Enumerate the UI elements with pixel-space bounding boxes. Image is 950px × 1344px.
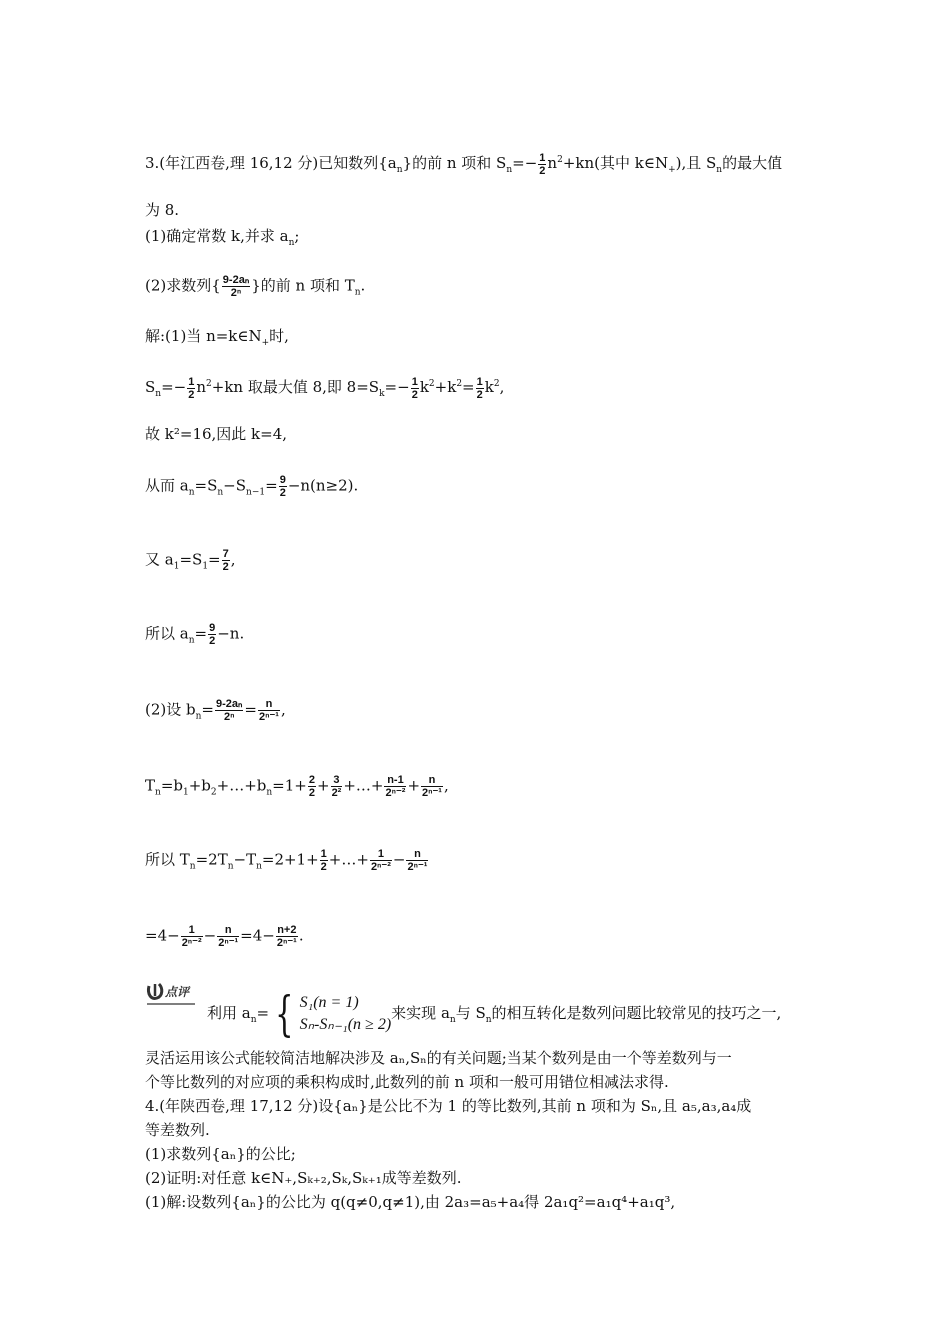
sub: n [449,1015,456,1025]
piecewise [300,992,392,1036]
text: = [208,550,221,569]
text: =S [179,550,203,569]
fraction-7-2 [222,548,230,573]
text: +k [434,378,457,396]
text: 来实现 a [391,1004,450,1022]
text: =− [512,154,538,172]
sub: n [396,165,403,175]
num: 7 [222,548,229,560]
text: = [462,378,475,396]
fraction-9-2an [222,274,250,299]
den: 2ⁿ⁻² [385,787,406,799]
problem4-line-2: 等差数列. [145,1121,210,1139]
fraction-n [258,698,280,723]
text: 从而 a [145,476,189,495]
text: . [298,926,304,945]
text: −T [233,850,257,869]
den: 2ⁿ [223,711,235,723]
num: n [258,698,280,711]
sub: n−1 [246,487,266,498]
text: . [360,276,366,295]
den: 2 [279,487,286,499]
fraction-1-n2 [370,848,392,873]
problem4-line-1: 4.(年陕西卷,理 17,12 分)设{aₙ}是公比不为 1 的等比数列,其前 n 项和为 Sₙ,且 a₅,a₃,a₄成 [145,1097,752,1115]
num: 9 [279,474,286,486]
text: =2T [195,850,228,869]
sub: 1 [173,561,180,572]
question-1: (1)确定常数 k,并求 $a_n$; [145,227,300,248]
fraction-n [406,848,428,873]
num: n [217,924,239,937]
num: 2 [308,774,315,786]
den: 2 [188,388,195,401]
text: −S [223,476,247,495]
text: −n(n≥2). [287,476,359,495]
fraction-3-4 [331,774,343,799]
sub: n [716,165,723,175]
sub: n [195,711,202,722]
text: 利用 a [207,1004,251,1022]
text: = [256,1004,270,1022]
text: (2)求数列{ [145,276,221,295]
fraction-9-2an [215,698,243,723]
text: n [196,378,207,396]
text: + [316,776,330,795]
den: 2 [411,388,418,401]
den: 2² [331,787,342,799]
sub: 1 [182,787,189,798]
num: 1 [411,375,418,388]
remark-logo-icon [145,980,197,1008]
fraction-half [476,376,484,401]
text: n [547,154,558,172]
remark-logo-text: 点评 [165,985,190,999]
sup: 2 [557,155,563,165]
text: =− [384,378,410,396]
text: +…+ [343,776,384,795]
sub: n [217,487,224,498]
text: , [443,776,449,795]
text: }的前 n 项和 S [402,154,507,172]
so-an-line [145,622,244,651]
sub: n [188,487,195,498]
text: = [265,476,278,495]
den: 2 [539,164,546,177]
text: 与 S [455,1004,486,1022]
text: +kn 取最大值 8,即 8=S [211,378,380,396]
num: n [421,774,443,787]
text: − [392,850,406,869]
text: T [145,776,156,795]
text: +…+b [216,776,267,795]
sub: n [227,861,234,872]
text: =b [160,776,183,795]
solution-1 [145,326,289,353]
fraction-half [538,152,546,177]
text: (2)设 b [145,700,196,719]
text: = [194,624,208,643]
text: 解:(1)当 n=k∈N [145,327,262,345]
den: 2 [222,561,229,573]
num: 1 [320,848,327,860]
sup: 2 [456,379,463,389]
num: n+2 [277,924,297,936]
sub: n [155,389,162,399]
k-line: 故 k²=16,因此 k=4, [145,425,288,443]
den: 2 [320,861,327,873]
sub: n [288,238,295,248]
final-line [145,924,304,949]
question-2 [145,274,365,303]
fraction-9-2 [279,474,287,499]
text: +b [188,776,211,795]
sub: n [256,861,262,872]
sub: n [189,861,196,872]
remark-line-2: 灵活运用该公式能较简洁地解决涉及 aₙ,Sₙ的有关问题;当某个数列是由一个等差数列与一 [145,1049,732,1067]
text: +kn(其中 k∈N [562,154,669,172]
sn-max-line [145,374,504,404]
text: 时, [269,327,289,345]
text: =2+1+ [261,850,319,869]
sub: n [266,787,273,798]
text: , [280,700,286,719]
fraction-half [320,848,328,873]
problem3-statement [145,150,782,180]
remark-line-1 [207,986,782,1042]
fraction-n [421,774,443,799]
den: 2ⁿ⁻¹ [407,861,428,873]
text: (1)确定常数 k,并求 a [145,227,289,245]
bn-line [145,698,286,727]
num: 9-2aₙ [216,698,243,710]
text: }的前 n 项和 T [251,276,355,295]
num: 9 [209,622,216,634]
text: + [407,776,421,795]
fraction-n [217,924,239,949]
text: ),且 S [675,154,717,172]
num: n [406,848,428,861]
tn-diff-line [145,848,429,877]
piece-row-2: Sₙ-Sₙ₋₁(n ≥ 2) [299,1016,392,1033]
problem3-line2: 为 8. [145,201,180,219]
sub: n [485,1015,492,1025]
tn-line [145,774,449,803]
num: n-1 [384,774,406,787]
text: , [499,378,505,396]
sup: 2 [428,379,435,389]
sub: 2 [210,787,217,798]
sub: n [250,1015,257,1025]
fraction-2-2 [308,774,316,799]
sub: n [506,165,513,175]
den: 2ⁿ⁻¹ [276,937,297,949]
text: 的相互转化是数列问题比较常见的技巧之一, [491,1004,782,1022]
fraction-1-n2 [181,924,203,949]
den: 2ⁿ⁻² [181,937,202,949]
text: k [419,378,429,396]
num: 1 [188,375,195,388]
sub: n [188,635,195,646]
fraction-half [411,376,419,401]
num: 3 [331,774,343,787]
text: 所以 T [145,850,190,869]
text: = [244,700,257,719]
text: k [484,378,494,396]
fraction-9-2 [208,622,216,647]
problem4-line-4: (2)证明:对任意 k∈N₊,Sₖ₊₂,Sₖ,Sₖ₊₁成等差数列. [145,1169,462,1187]
num: 1 [181,924,203,937]
text: =4− [240,926,275,945]
den: 2 [308,787,315,799]
fraction-n-plus-2 [276,924,298,949]
den: 2ⁿ⁻² [370,861,391,873]
sub: n [354,287,361,298]
text: =4− [145,926,180,945]
text: S [145,378,156,396]
sub: + [261,338,270,348]
an-line [145,474,358,503]
text: 所以 a [145,624,189,643]
piece-row-1: S₁(n = 1) [299,994,359,1011]
text: − [203,926,217,945]
problem4-line-3: (1)求数列{aₙ}的公比; [145,1145,296,1163]
text: 的最大值 [722,154,783,172]
den: 2ⁿ⁻¹ [422,787,442,799]
sub: + [668,165,676,175]
text: =1+ [272,776,307,795]
text: 又 a [145,550,174,569]
num: 1 [539,151,546,164]
den: 2 [476,388,483,401]
den: 2ⁿ⁻¹ [218,937,239,949]
text: =S [194,476,218,495]
left-brace: { [275,986,294,1042]
sup: 2 [493,379,500,389]
a1-line [145,548,236,577]
sub: k [379,389,385,399]
problem4-line-5: (1)解:设数列{aₙ}的公比为 q(q≠0,q≠1),由 2a₃=a₅+a₄得 2a₁q²=a₁q⁴+a₁q³, [145,1193,676,1211]
sub: n [155,787,161,798]
text: =− [161,378,187,396]
fraction-half [187,376,195,401]
remark-line-3: 个等比数列的对应项的乘积构成时,此数列的前 n 项和一般可用错位相减法求得. [145,1073,669,1091]
num: 1 [476,375,483,388]
den: 2ⁿ [230,287,242,299]
text: −n. [217,624,245,643]
sub: 1 [202,561,209,572]
text: 3.(年江西卷,理 16,12 分)已知数列{a [145,154,397,172]
text: +…+ [328,850,369,869]
num: 1 [370,848,392,861]
text: = [201,700,214,719]
text: , [230,550,236,569]
den: 2 [209,635,216,647]
sup: 2 [206,379,212,389]
den: 2ⁿ⁻¹ [258,711,279,723]
fraction-n-1 [384,774,406,799]
num: 9-2aₙ [222,274,250,286]
